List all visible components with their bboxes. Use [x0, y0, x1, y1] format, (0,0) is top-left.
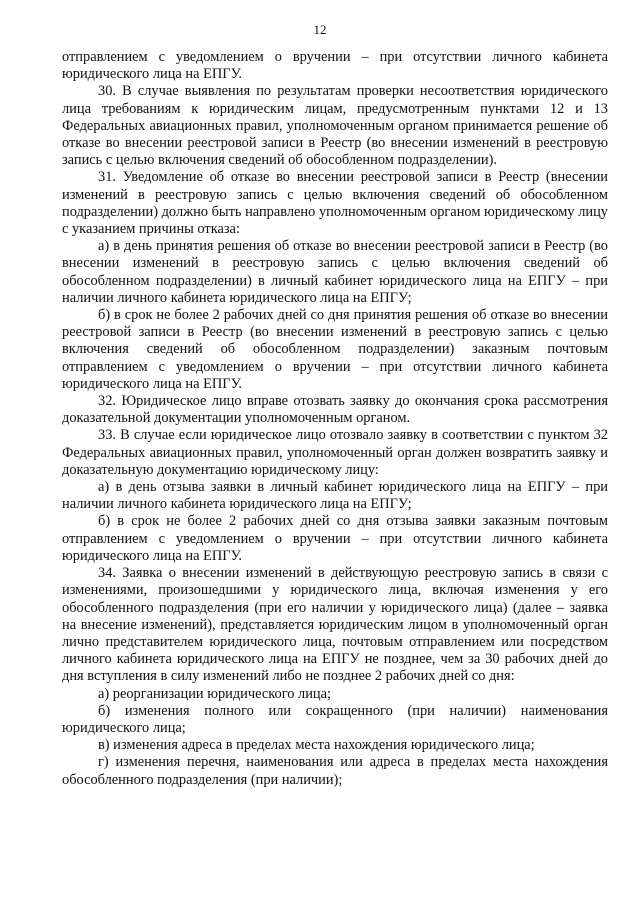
paragraph-31-b: б) в срок не более 2 рабочих дней со дня принятия решения об отказе во внесении реестровой записи в Реестр (во внесении изменений в реестровую запись с целью включения сведений об обособленном подразделении) заказным почтовым отправлением с уведомлением о вручении – при отсутствии личного кабинета юридического лица на ЕПГУ.	[62, 307, 608, 392]
paragraph-34: 34. Заявка о внесении изменений в действующую реестровую запись в связи с изменениями, произошедшими у юридического лица, включая изменения у его обособленного подразделения (при его наличии у юридического лица) (далее – заявка на внесение изменений), представляется юридическим лицом в уполномоченный орган лично представителем юридического лица, почтовым отправлением или посредством личного кабинета юридического лица на ЕПГУ не позднее, чем за 30 рабочих дней до дня вступления в силу изменений либо не позднее 2 рабочих дней со дня:	[62, 565, 608, 685]
paragraph-34-g: г) изменения перечня, наименования или адреса в пределах места нахождения обособленного подразделения (при наличии);	[62, 754, 608, 788]
page-number: 12	[313, 22, 327, 37]
paragraph-continuation: отправлением с уведомлением о вручении – при отсутствии личного кабинета юридического лица на ЕПГУ.	[62, 49, 608, 83]
paragraph-32: 32. Юридическое лицо вправе отозвать заявку до окончания срока рассмотрения доказательной документации уполномоченным органом.	[62, 393, 608, 427]
paragraph-33-b: б) в срок не более 2 рабочих дней со дня отзыва заявки заказным почтовым отправлением с уведомлением о вручении – при отсутствии личного кабинета юридического лица на ЕПГУ.	[62, 513, 608, 564]
paragraph-33-a: а) в день отзыва заявки в личный кабинет юридического лица на ЕПГУ – при наличии личного кабинета юридического лица на ЕПГУ;	[62, 479, 608, 513]
paragraph-30: 30. В случае выявления по результатам проверки несоответствия юридического лица требованиям к юридическим лицам, предусмотренным пунктами 12 и 13 Федеральных авиационных правил, уполномоченным органом принимается решение об отказе во внесении реестровой записи в Реестр (во внесении изменений в реестровую запись с целью включения сведений об обособленном подразделении).	[62, 83, 608, 169]
paragraph-34-v: в) изменения адреса в пределах места нахождения юридического лица;	[98, 737, 535, 754]
paragraph-34-a: а) реорганизации юридического лица;	[98, 685, 332, 702]
paragraph-31: 31. Уведомление об отказе во внесении реестровой записи в Реестр (внесении изменений в реестровую запись с целью включения сведений об обособленном подразделении) должно быть направлено уполномоченным органом юридическому лицу с указанием причины отказа:	[62, 169, 608, 238]
paragraph-33: 33. В случае если юридическое лицо отозвало заявку в соответствии с пунктом 32 Федеральных авиационных правил, уполномоченный орган должен возвратить заявку и доказательную документацию юридическому лицу:	[62, 427, 608, 478]
document-body	[62, 49, 608, 789]
paragraph-34-b: б) изменения полного или сокращенного (при наличии) наименования юридического лица;	[62, 702, 608, 736]
paragraph-31-a: а) в день принятия решения об отказе во внесении реестровой записи в Реестр (во внесении изменений в реестровую запись с целью включения сведений об обособленном подразделении) в личный кабинет юридического лица на ЕПГУ – при наличии личного кабинета юридического лица на ЕПГУ;	[62, 238, 608, 306]
